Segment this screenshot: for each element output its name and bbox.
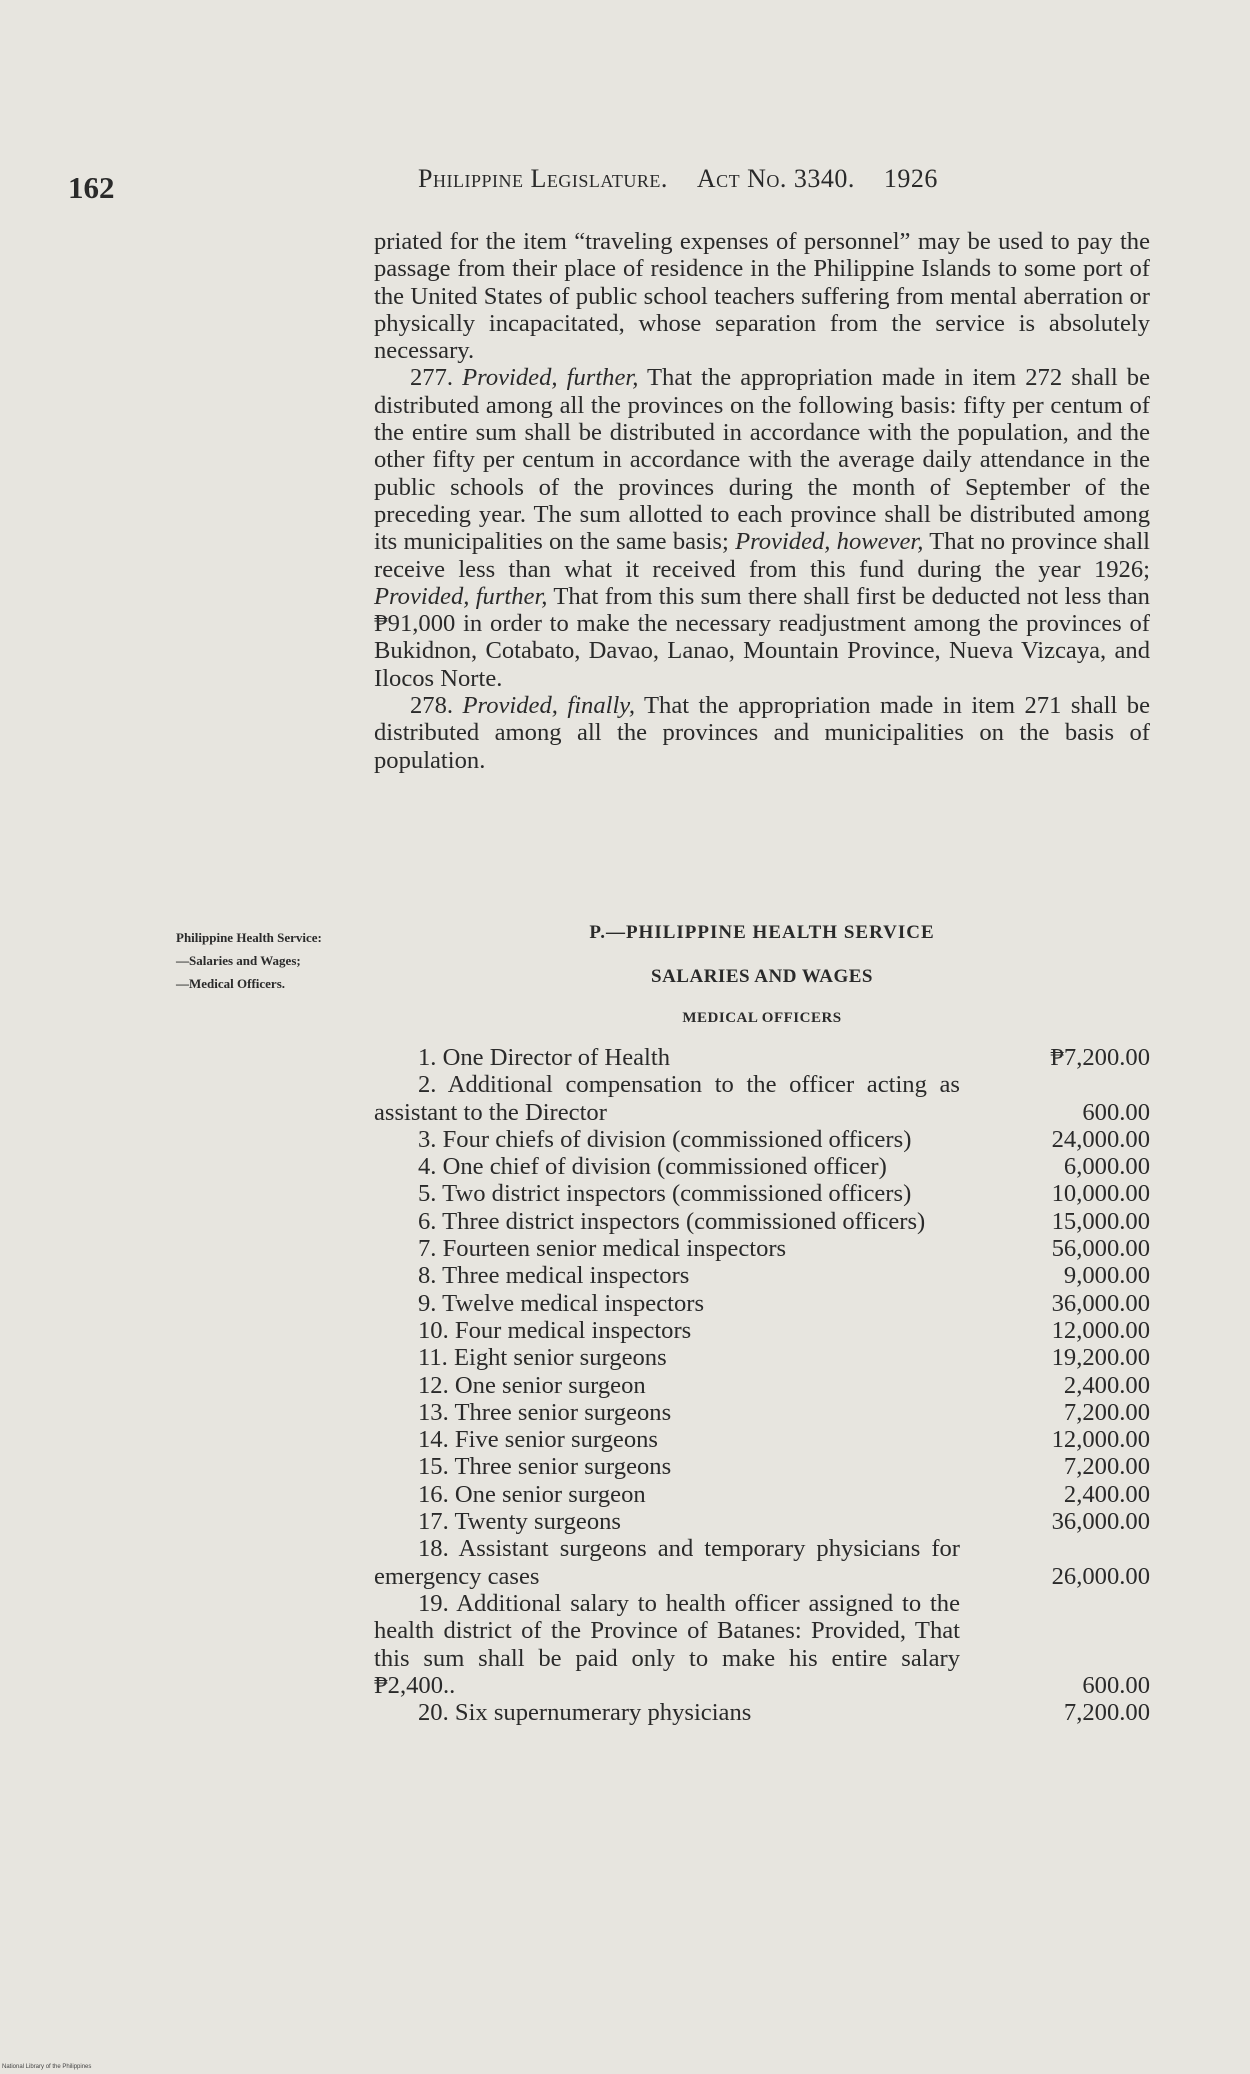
item-amount: 15,000.00 (1051, 1207, 1150, 1235)
item-description: 18. Assistant surgeons and temporary physicians for emergency cases (374, 1535, 960, 1590)
item-row (374, 1071, 1150, 1126)
item-amount: 7,200.00 (1063, 1453, 1150, 1481)
item-description: 15. Three senior surgeons (418, 1453, 672, 1481)
act-number: Act No. 3340. (696, 164, 855, 193)
item-description: 2. Additional compensation to the officer acting as assistant to the Director (374, 1071, 960, 1126)
item-description: 20. Six supernumerary physicians (418, 1699, 752, 1727)
item-description: 4. One chief of division (commissioned officer) (418, 1153, 887, 1181)
item-row (374, 1372, 1150, 1399)
paragraph-277: 277. Provided, further, That the appropriation made in item 272 shall be distributed among all the provinces on the following basis: fifty per centum of the entire sum shall be distributed in accordance with the population, and the other fifty per centum in accordance with the average daily attendance in the public schools of the provinces during the month of September of the preceding year. The sum allotted to each province shall be distributed among its municipalities on the same basis; Provided, however, That no province shall receive less than what it received from this fund during the year 1926; Provided, further, That from this sum there shall first be deducted not less than ₱91,000 in order to make the necessary readjustment among the provinces of Bukidnon, Cotabato, Davao, Lanao, Mountain Province, Nueva Vizcaya, and Ilocos Norte. (374, 364, 1150, 692)
item-row (374, 1235, 1150, 1262)
page-number: 162 (68, 170, 115, 205)
item-description: 9. Twelve medical inspectors (418, 1289, 705, 1317)
item-description: 1. One Director of Health (418, 1044, 670, 1071)
item-amount: 10,000.00 (1051, 1180, 1150, 1208)
item-amount: 36,000.00 (1051, 1508, 1150, 1536)
item-description: 6. Three district inspectors (commissioned officers) (418, 1207, 926, 1235)
item-row (374, 1126, 1150, 1153)
item-row (374, 1344, 1150, 1371)
item-row (374, 1508, 1150, 1535)
section-title: P.—PHILIPPINE HEALTH SERVICE (589, 922, 935, 943)
item-row (374, 1535, 1150, 1590)
item-description: 11. Eight senior surgeons (418, 1344, 667, 1372)
item-row (374, 1153, 1150, 1180)
item-row (374, 1262, 1150, 1289)
item-description: 7. Fourteen senior medical inspectors (418, 1235, 787, 1263)
sidenote-medical-officers: —Medical Officers. (176, 976, 286, 991)
item-amount: 26,000.00 (1051, 1562, 1150, 1590)
footer-credit: National Library of the Philippines (2, 2064, 92, 2070)
item-description: 19. Additional salary to health officer assigned to the health district of the Province of Batanes: Provided, That this sum shall be paid only to make his entire salary ₱2,400.. (374, 1589, 960, 1699)
item-amount: 600.00 (1082, 1098, 1150, 1126)
item-row (374, 1699, 1150, 1726)
item-description: 16. One senior surgeon (418, 1480, 646, 1508)
item-description: 13. Three senior surgeons (418, 1398, 672, 1426)
item-amount: 56,000.00 (1051, 1235, 1150, 1263)
item-row (374, 1453, 1150, 1480)
item-description: 14. Five senior surgeons (418, 1426, 659, 1454)
section-subtitle: SALARIES AND WAGES (651, 966, 873, 987)
item-amount: 7,200.00 (1063, 1398, 1150, 1426)
item-amount: 2,400.00 (1063, 1371, 1150, 1399)
section-subsubtitle: MEDICAL OFFICERS (682, 1010, 842, 1026)
item-description: 5. Two district inspectors (commissioned officers) (418, 1180, 912, 1208)
item-description: 3. Four chiefs of division (commissioned officers) (418, 1125, 912, 1153)
body-text (374, 228, 1150, 774)
item-amount: 19,200.00 (1051, 1344, 1150, 1372)
running-title: Philippine Legislature. (418, 164, 668, 193)
item-description: 8. Three medical inspectors (418, 1262, 690, 1290)
sidenote-salaries: —Salaries and Wages; (176, 953, 301, 968)
item-row (374, 1590, 1150, 1699)
item-row (374, 1481, 1150, 1508)
item-amount: 9,000.00 (1063, 1262, 1150, 1290)
item-description: 12. One senior surgeon (418, 1371, 646, 1399)
item-row (374, 1044, 1150, 1071)
appropriation-items (374, 1044, 1150, 1726)
item-row (374, 1426, 1150, 1453)
sidenote-health-service: Philippine Health Service: (176, 930, 322, 945)
running-head (418, 164, 938, 194)
item-description: 10. Four medical inspectors (418, 1316, 692, 1344)
item-row (374, 1317, 1150, 1344)
item-row (374, 1290, 1150, 1317)
item-amount: 7,200.00 (1063, 1699, 1150, 1727)
item-amount: 36,000.00 (1051, 1289, 1150, 1317)
item-amount: 600.00 (1082, 1671, 1150, 1699)
year: 1926 (883, 164, 938, 193)
item-row (374, 1180, 1150, 1207)
item-amount: 12,000.00 (1051, 1426, 1150, 1454)
item-row (374, 1399, 1150, 1426)
item-amount: 6,000.00 (1063, 1153, 1150, 1181)
margin-notes (176, 930, 372, 999)
item-row (374, 1208, 1150, 1235)
item-description: 17. Twenty surgeons (418, 1508, 621, 1536)
item-amount: 2,400.00 (1063, 1480, 1150, 1508)
item-amount: ₱7,200.00 (1050, 1044, 1150, 1071)
item-amount: 24,000.00 (1051, 1125, 1150, 1153)
paragraph-278: 278. Provided, finally, That the appropriation made in item 271 shall be distributed among all the provinces and municipalities on the basis of population. (374, 692, 1150, 774)
paragraph-continuation: priated for the item “traveling expenses of personnel” may be used to pay the passage from their place of residence in the Philippine Islands to some port of the United States of public school teachers suffering from mental aberration or physically incapacitated, whose separation from the service is absolutely necessary. (374, 228, 1150, 365)
item-amount: 12,000.00 (1051, 1316, 1150, 1344)
